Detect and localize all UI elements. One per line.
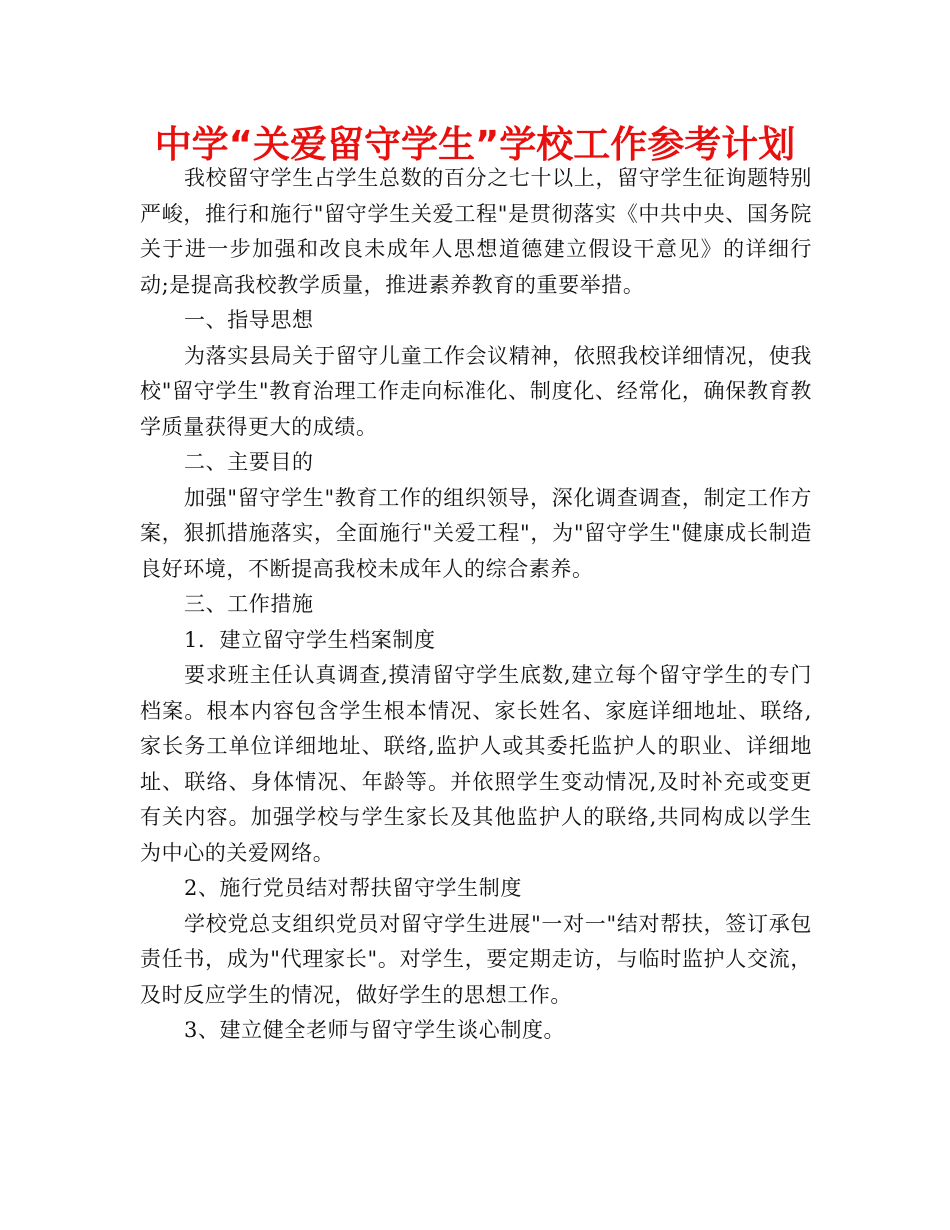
section-heading-guiding-thought: 一、指导思想 [184, 308, 314, 332]
document-body [140, 161, 812, 1049]
paragraph-archive-system: 要求班主任认真调查,摸清留守学生底数,建立每个留守学生的专门档案。根本内容包含学生根本情况、家长姓名、家庭详细地址、联络,家长务工单位详细地址、联络,监护人或其委托监护人的职业、详细地址、联络、身体情况、年龄等。并依照学生变动情况,及时补充或变更有关内容。加强学校与学生家长及其他监护人的联络,共同构成以学生为中心的关爱网络。 [140, 663, 812, 865]
section-heading-measures: 三、工作措施 [184, 592, 314, 616]
paragraph-intro: 我校留守学生占学生总数的百分之七十以上，留守学生征询题特别严峻，推行和施行"留守学生关爱工程"是贯彻落实《中共中央、国务院关于进一步加强和改良未成年人思想道德建立假设干意见》的详细行动;是提高我校教学质量，推进素养教育的重要举措。 [140, 166, 812, 297]
subheading-archive-system: 1．建立留守学生档案制度 [184, 627, 436, 652]
page-title: 中学“关爱留守学生”学校工作参考计划 [154, 123, 796, 166]
paragraph-party-member-support: 学校党总支组织党员对留守学生进展"一对一"结对帮扶，签订承包责任书，成为"代理家长"。对学生，要定期走访，与临时监护人交流，及时反应学生的情况，做好学生的思想工作。 [140, 911, 812, 1007]
paragraph-main-goal: 加强"留守学生"教育工作的组织领导，深化调查调查，制定工作方案，狠抓措施落实，全面施行"关爱工程"，为"留守学生"健康成长制造良好环境，不断提高我校未成年人的综合素养。 [140, 485, 812, 581]
paragraph-guiding-thought: 为落实县局关于留守儿童工作会议精神，依照我校详细情况，使我校"留守学生"教育治理工作走向标准化、制度化、经常化，确保教育教学质量获得更大的成绩。 [140, 343, 812, 439]
section-heading-main-goal: 二、主要目的 [184, 450, 314, 474]
subheading-teacher-talk-system: 3、建立健全老师与留守学生谈心制度。 [184, 1018, 566, 1042]
subheading-party-member-support: 2、施行党员结对帮扶留守学生制度 [184, 876, 522, 900]
